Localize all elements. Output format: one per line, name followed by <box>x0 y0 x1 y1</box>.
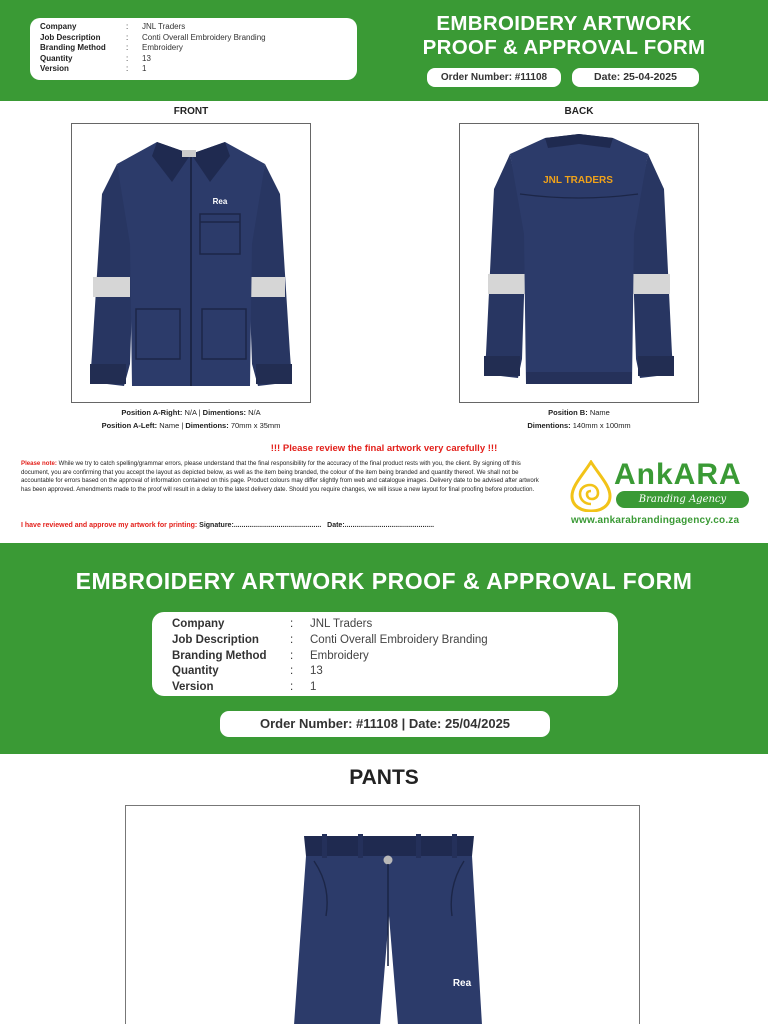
jacket-front-illustration <box>72 124 310 402</box>
front-embroidery-text: Rea <box>212 197 228 206</box>
back-jacket-image <box>459 123 699 403</box>
info-row-company <box>172 617 618 633</box>
info-row-branding-method <box>172 649 618 665</box>
order-number-badge: Order Number: #11108 <box>427 68 561 87</box>
info-value: Conti Overall Embroidery Branding <box>142 32 266 42</box>
note-text: While we try to catch spelling/grammar errors, please understand that the final responsibility for the accuracy of the final product rests with you, the client. By signing off this document, you are confirming that you accept the layout as depicted below, as well as the item being branded, the colour of the item being branded and quantity thereof. We shall not be accountable for errors based on the approval of information contained on this page. Product colours may differ slightly from web and catalogue images. Delivery date to be advised after artwork has been approved. Amendments made to the proof will result in a delay to the latest delivery date. Should you require changes, we will issue a new layout for final proofing before production. <box>21 460 539 493</box>
info-label: Branding Method <box>172 649 267 662</box>
position-a-right-line: Position A-Right: N/A | Dimentions: N/A <box>121 408 261 417</box>
pants-label: PANTS <box>349 766 419 789</box>
header-banner <box>0 0 768 101</box>
approval-line <box>21 522 541 529</box>
info-value: 1 <box>142 64 147 73</box>
ankara-logo <box>568 458 753 530</box>
info-row-company <box>40 22 357 33</box>
position-a-left-dim-label: Dimentions: <box>185 421 229 430</box>
info-value: Embroidery <box>310 649 369 662</box>
info-value: 13 <box>310 665 323 678</box>
info-separator: : <box>126 22 129 31</box>
info-row-job-description <box>172 633 618 649</box>
position-a-left-label: Position A-Left: <box>101 421 158 430</box>
pants-image <box>125 805 640 1024</box>
info-label: Company <box>172 618 225 630</box>
info-separator: : <box>290 618 294 630</box>
pants-embroidery-text: Rea <box>452 978 472 989</box>
info-value: 13 <box>142 53 151 63</box>
review-warning: !!! Please review the final artwork very carefully !!! <box>270 443 498 454</box>
info-separator: : <box>290 649 294 662</box>
position-b-value: Name <box>589 408 610 417</box>
info-value: Embroidery <box>142 43 183 52</box>
info-label: Branding Method <box>40 43 106 52</box>
position-a-right-dim-label: Dimentions: <box>202 408 246 417</box>
note-label: Please note: <box>21 460 57 467</box>
logo-name: AnkARA <box>614 458 742 491</box>
info-separator: : <box>290 665 294 678</box>
position-b-line <box>459 408 699 417</box>
date-badge: Date: 25-04-2025 <box>572 68 699 87</box>
info-label: Quantity <box>40 53 73 63</box>
spiral-drop-icon <box>570 460 612 512</box>
info-row-job-description <box>40 33 357 44</box>
approval-statement: I have reviewed and approve my artwork for printing: <box>21 522 198 529</box>
job-info-card <box>30 18 357 80</box>
form-title-line-2: PROOF & APPROVAL FORM <box>422 36 706 59</box>
position-b-dimensions-line <box>459 421 699 430</box>
info-separator: : <box>126 53 129 63</box>
info-label: Quantity <box>172 665 219 678</box>
front-jacket-image <box>71 123 311 403</box>
logo-website[interactable]: www.ankarabrandingagency.co.za <box>571 515 740 526</box>
second-header-banner <box>0 543 768 754</box>
info-label: Job Description <box>40 32 101 42</box>
back-embroidery-text: JNL TRADERS <box>543 175 613 186</box>
order-date-badge: Order Number: #11108 | Date: 25/04/2025 <box>220 711 550 737</box>
position-b-dim-value: 140mm x 100mm <box>572 421 631 430</box>
info-row-version <box>40 64 357 75</box>
position-a-left-value: Name <box>159 421 180 430</box>
info-row-quantity <box>40 54 357 65</box>
info-label: Version <box>172 681 214 694</box>
info-value: JNL Traders <box>310 618 373 630</box>
logo-tagline: Branding Agency <box>616 491 749 508</box>
form-title-line-1: EMBROIDERY ARTWORK <box>436 12 692 35</box>
info-row-quantity <box>172 664 618 680</box>
position-a-right-dim-value: N/A <box>248 408 261 417</box>
info-label: Job Description <box>172 633 259 646</box>
front-label: FRONT <box>173 106 209 117</box>
second-job-info-card <box>152 612 618 696</box>
pants-illustration <box>126 806 639 1024</box>
info-separator: : <box>290 633 294 646</box>
info-separator: : <box>126 43 129 52</box>
info-value: JNL Traders <box>142 22 186 31</box>
jacket-back-illustration <box>460 124 698 402</box>
signature-field[interactable]: Signature:............................................. <box>199 522 322 529</box>
info-label: Company <box>40 22 77 31</box>
disclaimer-note <box>21 460 541 494</box>
signature-date-field[interactable]: Date:.............................................. <box>327 522 435 529</box>
info-value: 1 <box>310 681 317 694</box>
info-label: Version <box>40 64 69 73</box>
form-title <box>405 12 723 60</box>
position-a-left-line: Position A-Left: Name | Dimentions: 70mm x 35mm <box>101 421 281 430</box>
back-label: BACK <box>564 106 594 117</box>
position-a-right-value: N/A <box>184 408 197 417</box>
info-row-version <box>172 680 618 696</box>
info-row-branding-method <box>40 43 357 54</box>
position-a-right-label: Position A-Right: <box>121 408 183 417</box>
info-separator: : <box>290 681 294 694</box>
position-b-label: Position B: <box>548 408 588 417</box>
info-value: Conti Overall Embroidery Branding <box>310 633 488 646</box>
position-a-left-dim-value: 70mm x 35mm <box>230 421 281 430</box>
second-form-title: EMBROIDERY ARTWORK PROOF & APPROVAL FORM <box>75 568 693 594</box>
info-separator: : <box>126 64 129 73</box>
position-b-dim-label: Dimentions: <box>527 421 571 430</box>
info-separator: : <box>126 32 129 42</box>
